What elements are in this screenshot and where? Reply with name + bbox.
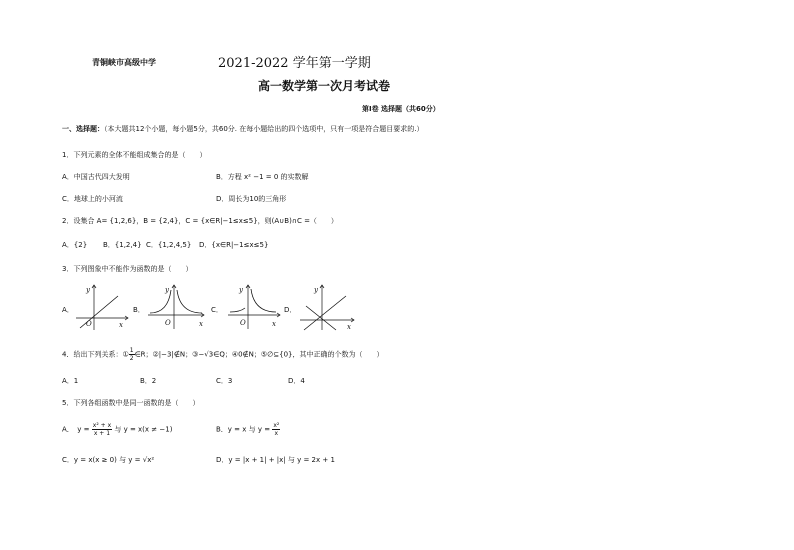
question-3-option-b: B． — [133, 306, 145, 314]
question-5-stem: 5．下列各组函数中是同一函数的是（ ） — [62, 399, 200, 407]
question-4-stem-rest: ∈R；②|−3|∉N；③−√3∈Q；④0∉N；⑤∅⊆{0}，其中正确的个数为（ ） — [134, 350, 384, 359]
graph-a-origin-label: O — [86, 320, 92, 328]
exam-title: 高一数学第一次月考试卷 — [258, 79, 391, 93]
graph-b-x-label: x — [199, 320, 203, 328]
question-1-stem: 1．下列元素的全体不能组成集合的是（ ） — [62, 151, 207, 159]
question-5-option-d: D．y = |x + 1| + |x| 与 y = 2x + 1 — [216, 456, 335, 464]
question-4-option-d: D．4 — [288, 377, 305, 385]
section-instruction: （本大题共12个小题，每小题5分，共60分. 在每小题给出的四个选项中，只有一项是符合题目要求的.） — [104, 125, 424, 133]
question-1-option-b: B．方程 x² −1 = 0 的实数解 — [216, 173, 309, 181]
question-4-stem — [62, 347, 384, 362]
question-5-option-b-den: x — [274, 430, 279, 437]
question-5-option-b-fraction — [272, 422, 280, 437]
graph-a-x-label: x — [119, 321, 123, 329]
question-5-option-a-rest: 与 y = x(x ≠ −1) — [114, 425, 173, 434]
question-5-option-a-den: x + 1 — [93, 430, 111, 437]
graph-c-x-label: x — [272, 320, 276, 328]
question-1-option-a: A．中国古代四大发明 — [62, 173, 130, 181]
question-5-option-a-fraction — [92, 422, 112, 437]
graph-a-y-label: y — [86, 286, 90, 294]
question-5-option-b-num: x² — [273, 422, 280, 429]
question-1-option-d: D．周长为10的三角形 — [216, 195, 287, 203]
question-2-option-b: B．{1,2,4} — [103, 241, 142, 249]
question-4-option-c: C．3 — [216, 377, 233, 385]
graph-b — [146, 282, 208, 332]
section-title: 一、选择题： — [62, 125, 104, 133]
graph-b-origin-label: O — [165, 319, 171, 327]
exam-year-term: 2021-2022 学年第一学期 — [218, 56, 371, 71]
question-5-option-c: C．y = x(x ≥ 0) 与 y = √x² — [62, 456, 155, 464]
question-5-option-b-prefix: B．y = x 与 y = — [216, 425, 271, 434]
question-2-option-c: C．{1,2,4,5} — [146, 241, 192, 249]
question-1-option-c: C．地球上的小河流 — [62, 195, 123, 203]
question-3-stem: 3．下列图象中不能作为函数的是（ ） — [62, 265, 193, 273]
question-2-option-d: D．{x∈R|−1≤x≤5} — [199, 241, 269, 249]
question-5-option-a — [62, 422, 172, 437]
graph-a — [74, 282, 130, 332]
volume-label: 第Ⅰ卷 选择题（共60分） — [362, 105, 440, 113]
question-3-option-d: D． — [284, 306, 297, 314]
section-heading — [62, 124, 423, 134]
graph-c-y-label: y — [239, 286, 243, 294]
graph-d-y-label: y — [314, 286, 318, 294]
school-name: 青铜峡市高级中学 — [92, 58, 156, 67]
question-5-option-a-prefix: A． y = — [62, 425, 90, 434]
graph-d-x-label: x — [347, 323, 351, 331]
question-4-option-b: B．2 — [140, 377, 157, 385]
graph-c — [226, 282, 282, 332]
graph-b-y-label: y — [165, 286, 169, 294]
question-4-fraction-num: 1 — [129, 347, 134, 354]
question-2-stem: 2．设集合 A= {1,2,6}，B = {2,4}，C = {x∈R|−1≤x≤5}，则(A∪B)∩C =（ ） — [62, 217, 338, 225]
question-4-fraction-den: 2 — [129, 355, 134, 362]
question-3-option-c: C． — [211, 306, 223, 314]
question-4-option-a: A．1 — [62, 377, 79, 385]
graph-d — [298, 282, 356, 332]
graph-c-origin-label: O — [240, 319, 246, 327]
question-3-option-a: A． — [62, 306, 74, 314]
question-4-stem-prefix: 4．给出下列关系：① — [62, 350, 129, 359]
question-5-option-b — [216, 422, 280, 437]
question-2-option-a: A．{2} — [62, 241, 88, 249]
question-5-option-a-num: x² + x — [92, 422, 112, 429]
